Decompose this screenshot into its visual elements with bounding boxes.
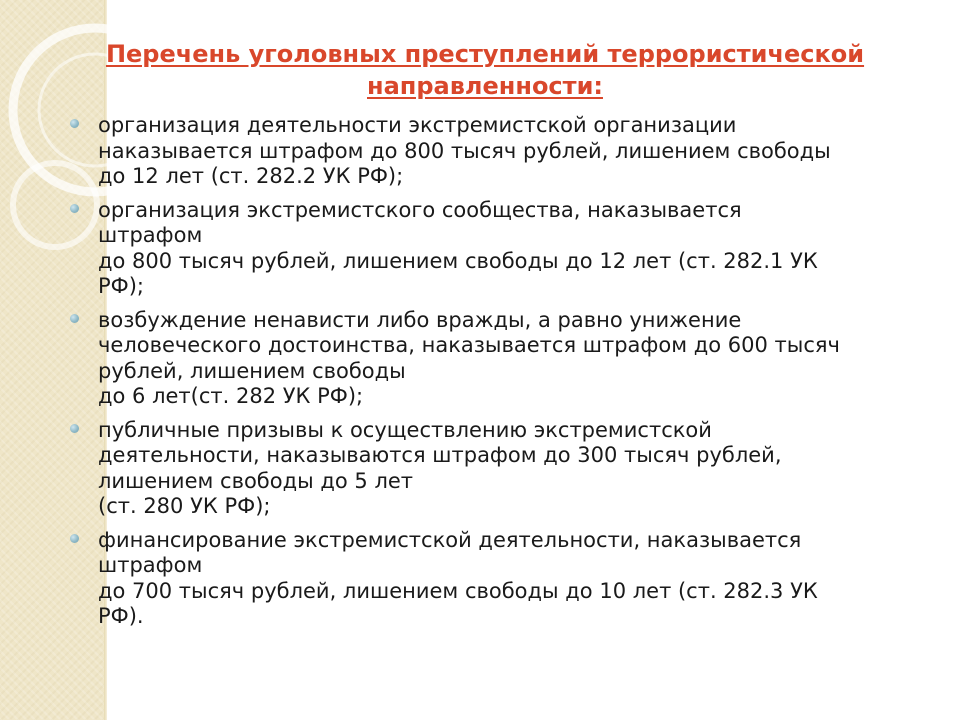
item-text-line: до 800 тысяч рублей, лишением свободы до 12 лет (ст. 282.1 УК: [98, 248, 818, 273]
bullet-icon: [70, 204, 79, 213]
list-item: [68, 528, 898, 630]
item-text-line: (ст. 280 УК РФ);: [98, 494, 271, 518]
item-text-line: РФ);: [98, 274, 145, 298]
item-text-line: финансирование экстремистской деятельности, наказывается: [98, 527, 802, 552]
title-line: направленности:: [367, 72, 603, 100]
item-text-line: штрафом: [98, 553, 203, 577]
list-item: [68, 198, 898, 300]
item-text-line: рублей, лишением свободы: [98, 358, 406, 383]
bullet-icon: [70, 314, 79, 323]
item-text-line: наказывается штрафом до 800 тысяч рублей, лишением свободы: [98, 138, 831, 163]
item-text-line: человеческого достоинства, наказывается штрафом до 600 тысяч: [98, 333, 840, 357]
item-text-line: деятельности, наказываются штрафом до 300 тысяч рублей,: [98, 443, 782, 467]
item-text-line: организация деятельности экстремистской организации: [98, 113, 737, 137]
bullet-icon: [70, 534, 79, 543]
item-text-line: публичные призывы к осуществлению экстремистской: [98, 417, 712, 442]
item-text-line: до 6 лет(ст. 282 УК РФ);: [98, 384, 364, 408]
offense-list: [68, 113, 898, 638]
item-text-line: возбуждение ненависти либо вражды, а равно унижение: [98, 307, 742, 332]
item-text-line: до 12 лет (ст. 282.2 УК РФ);: [98, 164, 404, 188]
item-text-line: штрафом: [98, 223, 203, 247]
item-text-line: до 700 тысяч рублей, лишением свободы до 10 лет (ст. 282.3 УК: [98, 578, 818, 603]
slide-title: [60, 38, 910, 102]
list-item: [68, 113, 898, 190]
item-text-line: лишением свободы до 5 лет: [98, 468, 414, 493]
item-text-line: РФ).: [98, 604, 144, 628]
bullet-icon: [70, 424, 79, 433]
title-line: Перечень уголовных преступлений террористической: [105, 40, 865, 68]
item-text-line: организация экстремистского сообщества, наказывается: [98, 197, 742, 222]
bullet-icon: [70, 119, 79, 128]
list-item: [68, 308, 898, 410]
list-item: [68, 418, 898, 520]
